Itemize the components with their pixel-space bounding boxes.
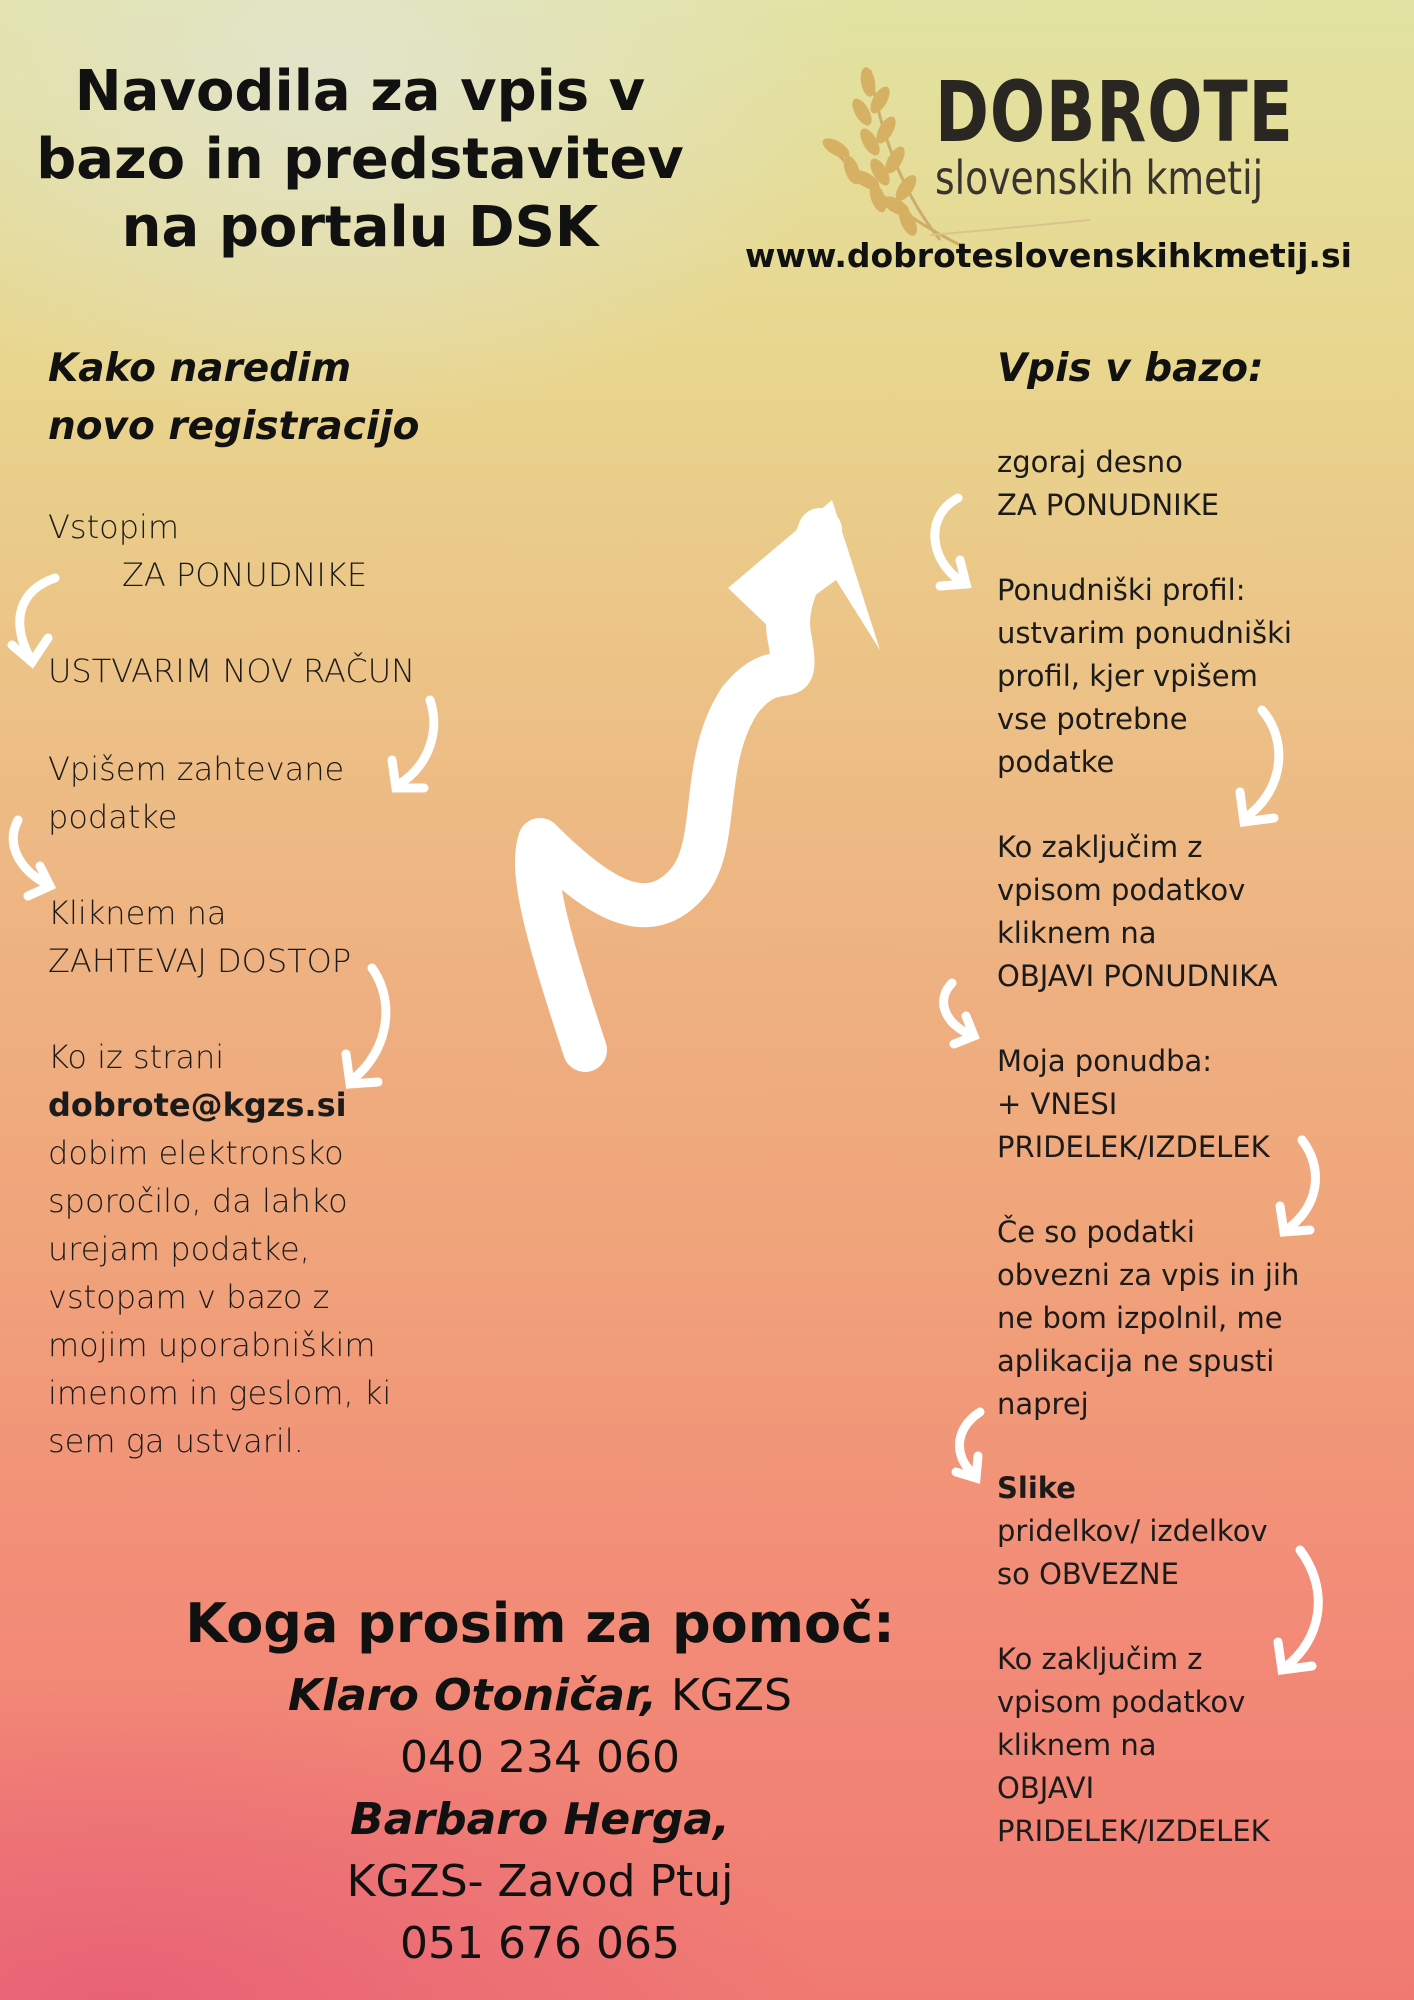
step-text: ZAHTEVAJ DOSTOP (48, 942, 352, 980)
contact-2-phone[interactable]: 051 676 065 (400, 1918, 680, 1969)
step-text: mojim uporabniškim (48, 1326, 376, 1364)
left-step-5 (48, 1033, 391, 1465)
left-step-1 (48, 503, 367, 599)
logo-subtitle: slovenskih kmetij (935, 151, 1264, 205)
contact-2-name: Barbaro Herga, (350, 1794, 730, 1845)
step-text: ZA PONUDNIKE (997, 488, 1220, 522)
step-text: PRIDELEK/IZDELEK (997, 1814, 1270, 1848)
title-line: na portalu DSK (121, 195, 599, 260)
step-text: urejam podatke, (48, 1230, 310, 1268)
left-step-2: USTVARIM NOV RAČUN (48, 652, 416, 690)
right-step-1 (997, 441, 1219, 527)
step-text: vstopam v bazo z (48, 1278, 330, 1316)
right-step-7 (997, 1638, 1270, 1853)
title-line: Navodila za vpis v (74, 59, 646, 124)
step-text: vpisom podatkov (997, 1685, 1246, 1719)
right-step-3 (997, 826, 1278, 998)
right-step-5 (997, 1211, 1299, 1426)
right-heading: Vpis v bazo: (997, 346, 1264, 391)
step-text: profil, kjer vpišem (997, 659, 1258, 693)
step-text: Ko zaključim z (997, 830, 1203, 864)
step-text: ne bom izpolnil, me (997, 1301, 1283, 1335)
left-step-3 (48, 745, 344, 841)
help-title: Koga prosim za pomoč: (185, 1592, 895, 1655)
step-text: Če so podatki (997, 1215, 1195, 1249)
step-text: Vstopim (48, 508, 180, 546)
right-step-6 (997, 1467, 1268, 1596)
step-text: ustvarim ponudniški (997, 616, 1292, 650)
left-heading (48, 340, 419, 456)
contact-name: Klaro Otoničar, (288, 1670, 657, 1721)
step-text: Slike (997, 1471, 1076, 1505)
contact-1-name (180, 1665, 900, 1727)
step-text: Kliknem na (48, 894, 227, 932)
step-text: vse potrebne (997, 702, 1188, 736)
step-text: aplikacija ne spusti (997, 1344, 1275, 1378)
step-text: Ko iz strani (48, 1038, 225, 1076)
logo-title: DOBROTE (935, 63, 1294, 161)
step-text: vpisom podatkov (997, 873, 1246, 907)
page-title (20, 58, 700, 262)
right-step-4 (997, 1040, 1270, 1169)
left-step-4 (48, 889, 351, 985)
contact-org: KGZS (656, 1670, 792, 1721)
step-text: podatke (48, 798, 178, 836)
title-line: bazo in predstavitev (36, 127, 684, 192)
email-link[interactable]: dobrote@kgzs.si (48, 1086, 347, 1124)
step-text: PRIDELEK/IZDELEK (997, 1130, 1270, 1164)
step-text: imenom in geslom, ki (48, 1374, 392, 1412)
step-text: ZA PONUDNIKE (122, 556, 368, 594)
step-text: dobim elektronsko (48, 1134, 344, 1172)
step-text: naprej (997, 1387, 1089, 1421)
right-step-2 (997, 569, 1292, 784)
step-text: so OBVEZNE (997, 1557, 1179, 1591)
step-text: Moja ponudba: (997, 1044, 1213, 1078)
contact-2-org: KGZS- Zavod Ptuj (346, 1856, 734, 1907)
step-text: kliknem na (997, 1728, 1157, 1762)
curved-arrow-icon (1284, 1550, 1318, 1668)
step-text: podatke (997, 745, 1115, 779)
step-text: sem ga ustvaril. (48, 1422, 304, 1460)
step-text: + VNESI (997, 1087, 1118, 1121)
step-text: kliknem na (997, 916, 1157, 950)
heading-line: Kako naredim (48, 346, 352, 391)
step-text: Ko zaključim z (997, 1642, 1203, 1676)
step-text: obvezni za vpis in jih (997, 1258, 1300, 1292)
curved-arrow-icon (398, 700, 434, 785)
zigzag-arrow-icon (537, 500, 880, 1050)
contact-1-phone[interactable]: 040 234 060 (400, 1732, 680, 1783)
step-text: pridelkov/ izdelkov (997, 1514, 1268, 1548)
step-text: OBJAVI PONUDNIKA (997, 959, 1278, 993)
step-text: Vpišem zahtevane (48, 750, 345, 788)
heading-line: novo registracijo (48, 404, 420, 449)
website-link[interactable]: www.dobroteslovenskihkmetij.si (745, 236, 1352, 275)
step-text: sporočilo, da lahko (48, 1182, 348, 1220)
step-text: Ponudniški profil: (997, 573, 1246, 607)
step-text: OBJAVI (997, 1771, 1095, 1805)
step-text: zgoraj desno (997, 445, 1183, 479)
